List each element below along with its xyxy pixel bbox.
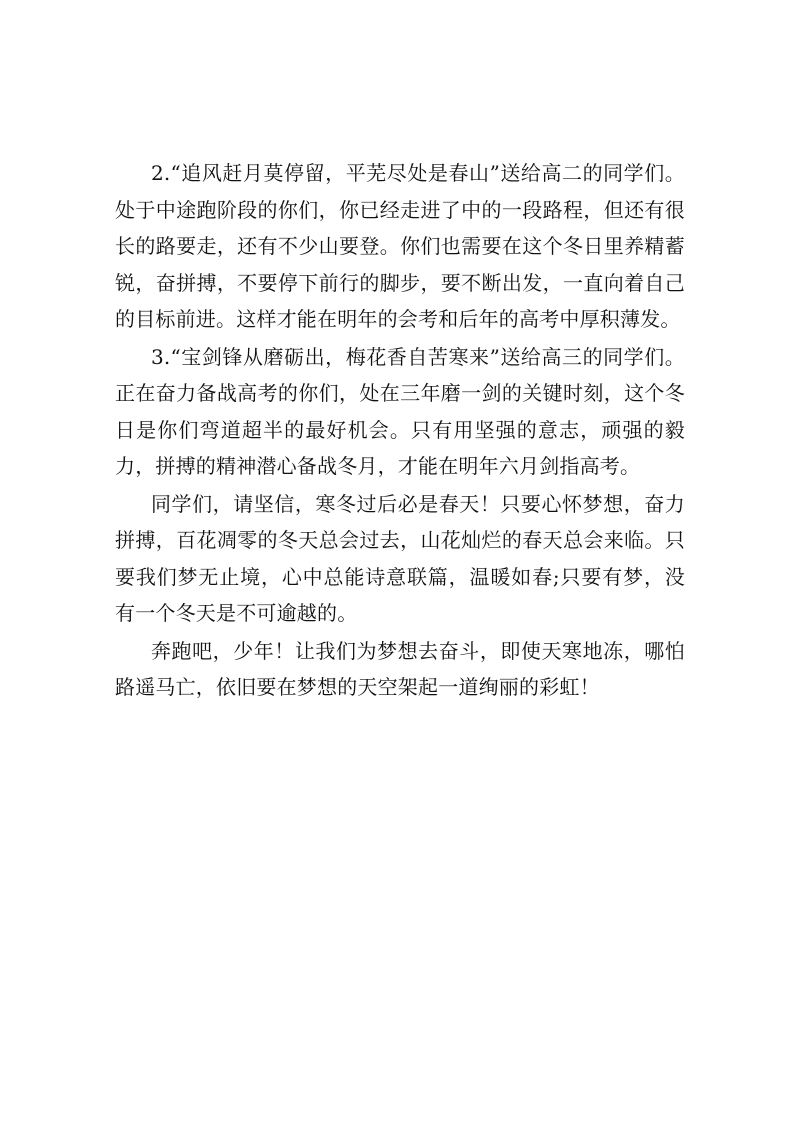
document-body [115,155,685,707]
paragraph-encouragement: 同学们，请坚信，寒冬过后必是春天！只要心怀梦想，奋力拼搏，百花凋零的冬天总会过去，山花灿烂的春天总会来临。只要我们梦无止境，心中总能诗意联篇，温暖如春;只要有梦，没有一个冬天是不可逾越的。 [115,491,685,625]
paragraph-closing: 奔跑吧，少年！让我们为梦想去奋斗，即使天寒地冻，哪怕路遥马亡，依旧要在梦想的天空架起一道绚丽的彩虹！ [115,638,685,699]
paragraph-senior-three: 3.“宝剑锋从磨砺出，梅花香自苦寒来”送给高三的同学们。正在奋力备战高考的你们，处在三年磨一剑的关键时刻，这个冬日是你们弯道超半的最好机会。只有用坚强的意志，顽强的毅力，拼搏的精神潜心备战冬月，才能在明年六月剑指高考。 [115,344,685,478]
paragraph-senior-two: 2.“追风赶月莫停留，平芜尽处是春山”送给高二的同学们。处于中途跑阶段的你们，你已经走进了中的一段路程，但还有很长的路要走，还有不少山要登。你们也需要在这个冬日里养精蓄锐，奋拼搏，不要停下前行的脚步，要不断出发，一直向着自己的目标前进。这样才能在明年的会考和后年的高考中厚积薄发。 [115,161,685,331]
